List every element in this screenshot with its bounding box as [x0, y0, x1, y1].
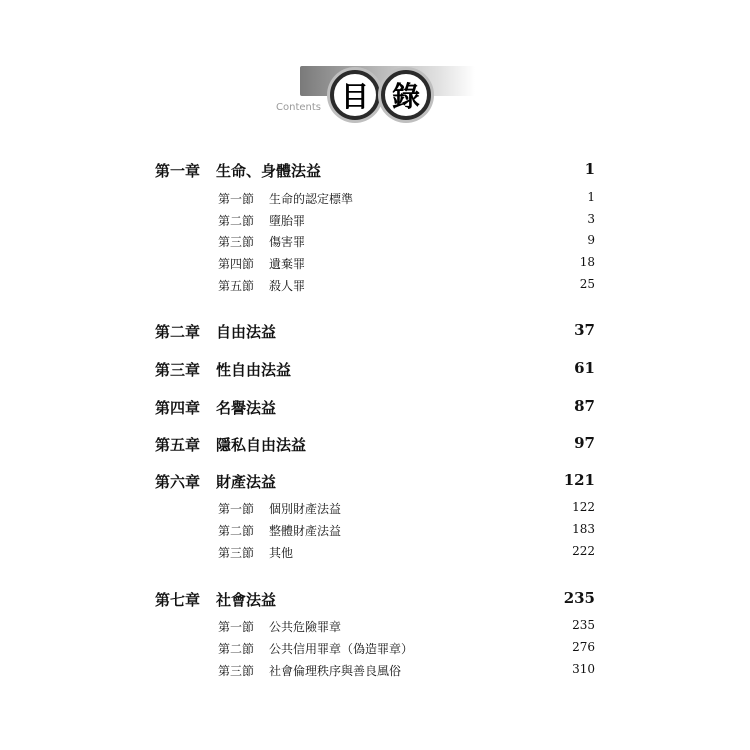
section-page: 18: [579, 255, 595, 269]
section-page: 183: [572, 522, 595, 536]
section-title: 殺人罪: [269, 279, 306, 293]
section-number: 第三節: [218, 546, 255, 560]
chapter-number: 第七章: [155, 591, 201, 609]
section-page: 310: [572, 662, 595, 676]
chapter-number: 第一章: [155, 162, 201, 180]
section-title: 墮胎罪: [269, 214, 306, 228]
section-number: 第一節: [218, 502, 255, 516]
section-page: 9: [587, 233, 595, 247]
chapter-title: 社會法益: [216, 591, 277, 609]
section-page: 222: [572, 544, 595, 558]
section-title: 整體財產法益: [269, 524, 342, 538]
chapter-title: 性自由法益: [216, 361, 292, 379]
section-number: 第二節: [218, 214, 255, 228]
chapter-page: 37: [574, 321, 595, 339]
section-title: 傷害罪: [269, 235, 306, 249]
section-title: 遺棄罪: [269, 257, 306, 271]
chapter-page: 1: [584, 160, 595, 178]
chapter-title: 生命、身體法益: [216, 162, 322, 180]
section-number: 第一節: [218, 192, 255, 206]
chapter-number: 第五章: [155, 436, 201, 454]
chapter-title: 隱私自由法益: [216, 436, 307, 454]
section-title: 其他: [269, 546, 294, 560]
section-title: 社會倫理秩序與善良風俗: [269, 664, 402, 678]
section-page: 1: [587, 190, 595, 204]
title-char-1: 目: [340, 80, 369, 113]
chapter-title: 自由法益: [216, 323, 277, 341]
section-title: 個別財產法益: [269, 502, 342, 516]
title-char-2: 錄: [391, 80, 420, 113]
section-page: 122: [572, 500, 595, 514]
chapter-number: 第四章: [155, 399, 201, 417]
chapter-page: 121: [563, 471, 595, 489]
section-number: 第二節: [218, 524, 255, 538]
section-number: 第二節: [218, 642, 255, 656]
section-number: 第五節: [218, 279, 255, 293]
chapter-title: 財產法益: [216, 473, 277, 491]
chapter-page: 87: [574, 397, 595, 415]
section-page: 276: [572, 640, 595, 654]
section-page: 3: [587, 212, 595, 226]
section-page: 25: [579, 277, 595, 291]
section-number: 第四節: [218, 257, 255, 271]
section-number: 第一節: [218, 620, 255, 634]
chapter-number: 第六章: [155, 473, 201, 491]
contents-label: Contents: [276, 102, 321, 113]
chapter-page: 97: [574, 434, 595, 452]
section-number: 第三節: [218, 235, 255, 249]
chapter-number: 第二章: [155, 323, 201, 341]
chapter-number: 第三章: [155, 361, 201, 379]
chapter-page: 235: [563, 589, 595, 607]
section-page: 235: [572, 618, 595, 632]
section-title: 公共信用罪章（偽造罪章）: [269, 642, 414, 656]
section-title: 生命的認定標準: [269, 192, 354, 206]
chapter-page: 61: [574, 359, 595, 377]
section-number: 第三節: [218, 664, 255, 678]
section-title: 公共危險罪章: [269, 620, 342, 634]
chapter-title: 名譽法益: [216, 399, 277, 417]
